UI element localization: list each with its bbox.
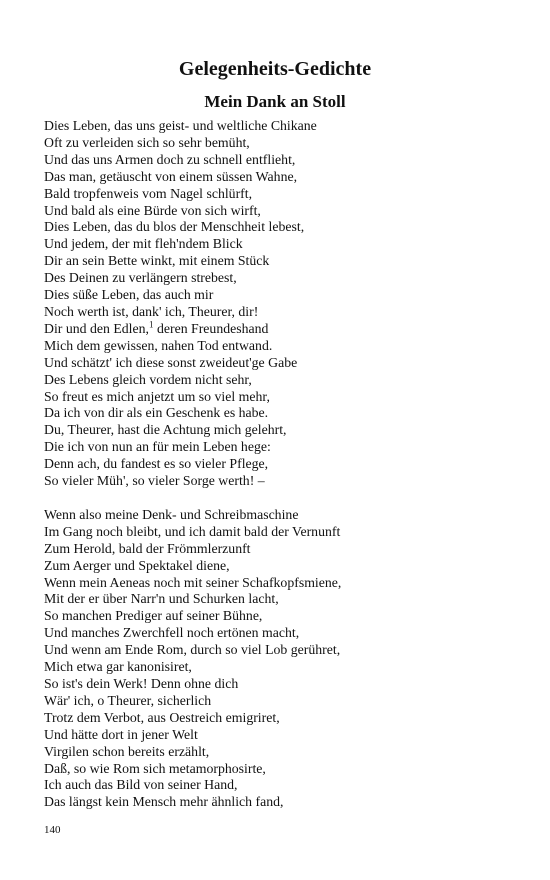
line-text: Dir und den Edlen,	[44, 320, 149, 336]
poem-line: Und wenn am Ende Rom, durch so viel Lob gerühret,	[44, 642, 341, 658]
poem-line: Und jedem, der mit fleh'ndem Blick	[44, 236, 243, 252]
poem-line: Oft zu verleiden sich so sehr bemüht,	[44, 134, 250, 150]
poem-body	[44, 118, 514, 828]
poem-line: So vieler Müh', so vieler Sorge werth! –	[44, 473, 265, 489]
poem-line: Zum Herold, bald der Frömmlerzunft	[44, 540, 251, 556]
poem-line: Dir an sein Bette winkt, mit einem Stück	[44, 253, 270, 269]
poem-line: Noch werth ist, dank' ich, Theurer, dir!	[44, 303, 259, 319]
poem-line: Bald tropfenweis vom Nagel schlürft,	[44, 185, 253, 201]
line-text: deren Freundeshand	[153, 320, 269, 336]
poem-line: Wär' ich, o Theurer, sicherlich	[44, 692, 212, 708]
poem-line: Des Lebens gleich vordem nicht sehr,	[44, 371, 252, 387]
poem-title: Mein Dank an Stoll	[204, 92, 346, 111]
poem-line: Da ich von dir als ein Geschenk es habe.	[44, 405, 269, 421]
poem-line: So ist's dein Werk! Denn ohne dich	[44, 676, 239, 691]
poem-line: Dies süße Leben, das auch mir	[44, 287, 214, 303]
poem-line: Und bald als eine Bürde von sich wirft,	[44, 202, 261, 218]
poem-line: Und manches Zwerchfell noch ertönen macht,	[44, 625, 300, 641]
poem-line: Mich dem gewissen, nahen Tod entwand.	[44, 337, 273, 353]
poem-line: Im Gang noch bleibt, und ich damit bald der Vernunft	[44, 523, 341, 539]
poem-line-with-footnote	[44, 321, 514, 338]
stanza-2	[44, 507, 514, 811]
poem-line: So manchen Prediger auf seiner Bühne,	[44, 608, 263, 624]
poem-line: Des Deinen zu verlängern strebest,	[44, 270, 237, 286]
poem-line: Mit der er über Narr'n und Schurken lacht,	[44, 591, 279, 607]
section-title: Gelegenheits-Gedichte	[178, 58, 372, 80]
poem-line: Trotz dem Verbot, aus Oestreich emigriret,	[44, 709, 280, 725]
poem-line: Dies Leben, das uns geist- und weltliche Chikane	[44, 118, 317, 133]
poem-line: Und das uns Armen doch zu schnell entflieht,	[44, 151, 296, 167]
poem-line: Das man, getäuscht von einem süssen Wahne,	[44, 168, 298, 184]
poem-line: Und hätte dort in jener Welt	[44, 726, 198, 742]
poem-line: Denn ach, du fandest es so vieler Pflege,	[44, 456, 269, 472]
stanza-1	[44, 118, 514, 490]
poem-line: Ich auch das Bild von seiner Hand,	[44, 777, 238, 793]
poem-line: Zum Aerger und Spektakel diene,	[44, 557, 230, 573]
poem-line: Du, Theurer, hast die Achtung mich gelehrt,	[44, 422, 287, 438]
poem-line: Mich etwa gar kanonisiret,	[44, 659, 192, 675]
poem-line: Und schätzt' ich diese sonst zweideut'ge Gabe	[44, 354, 298, 370]
poem-line: Die ich von nun an für mein Leben hege:	[44, 439, 271, 455]
poem-line: Das längst kein Mensch mehr ähnlich fand,	[44, 794, 284, 810]
poem-line: Dies Leben, das du blos der Menschheit lebest,	[44, 219, 305, 235]
footnote-marker[interactable]: 1	[149, 319, 154, 330]
poem-line: Wenn mein Aeneas noch mit seiner Schafkopfsmiene,	[44, 574, 342, 590]
poem-line: Wenn also meine Denk- und Schreibmaschine	[44, 506, 299, 522]
poem-line: Virgilen schon bereits erzählt,	[44, 743, 210, 759]
poem-line: Daß, so wie Rom sich metamorphosirte,	[44, 760, 266, 776]
poem-line: So freut es mich anjetzt um so viel mehr,	[44, 388, 270, 404]
page-number: 140	[44, 824, 61, 836]
